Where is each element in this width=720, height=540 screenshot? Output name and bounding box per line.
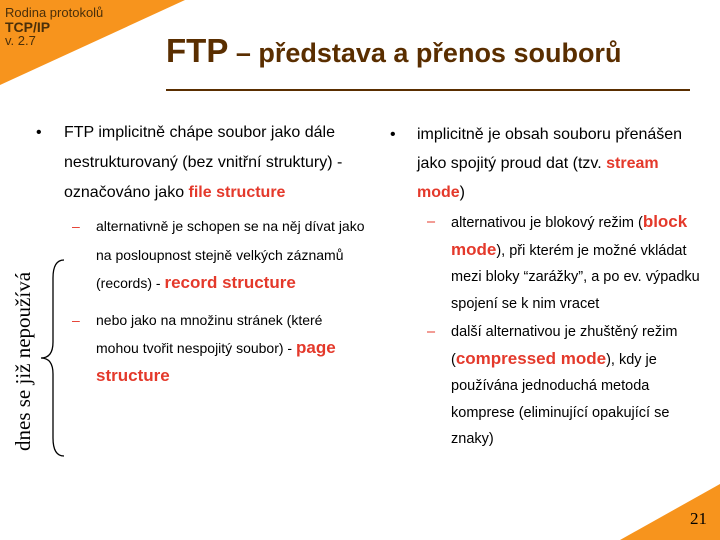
right-column [390,120,710,453]
right-bullet-1-highlight: stream mode [417,155,659,201]
right-sub-2 [427,319,710,453]
side-note-not-used: dnes se již nepoužívá [11,271,35,451]
bullet-marker: • [390,126,396,143]
curly-brace [36,258,66,458]
slide-title [166,32,621,70]
course-tag-version: v. 2.7 [5,33,36,49]
dash-marker: – [72,311,80,328]
right-bullet-1-text-b: ) [459,184,465,201]
course-tag [5,6,103,48]
page-number: 21 [690,509,707,528]
right-bullet-1-text-a: implicitně je obsah souboru přenášen jako spojitý proud dat (tzv. [417,126,683,172]
left-bullet-1-highlight: file structure [188,184,286,201]
slide-title-rest: – představa a přenos souborů [228,38,622,68]
dash-marker: – [72,218,80,234]
dash-marker: – [427,214,436,230]
left-bullet-1-text: FTP implicitně chápe soubor jako dále nestrukturovaný (bez vnitřní struktury) - označováno jako [64,124,343,201]
slide-title-main: FTP [166,32,229,69]
right-sub-2-highlight: compressed mode [455,348,607,368]
left-sub-1 [72,212,366,298]
bullet-marker: • [36,124,42,141]
right-sub-1-text-a: alternativou je blokový režim ( [451,215,643,231]
right-sub-1-highlight: block mode [451,212,688,259]
left-sub-2-highlight: page structure [96,337,336,385]
left-bullet-1 [36,118,366,208]
title-underline [166,89,690,91]
left-sub-1-text: alternativně je schopen se na něj dívat jako na posloupnost stejně velkých záznamů (records) - [96,218,365,291]
right-sub-1-text-b: ), při kterém je možné vkládat mezi bloky “zarážky”, a po ev. výpadku spojení se k nim vracet [451,242,700,312]
course-tag-line2: TCP/IP [5,18,51,35]
course-tag-line1: Rodina protokolů [5,5,104,20]
left-column [36,118,366,390]
dash-marker: – [427,324,436,340]
left-sub-2-text: nebo jako na množinu stránek (které mohou tvořit nespojitý soubor) - [96,311,323,356]
left-sub-2 [72,306,366,390]
right-sub-1 [427,209,710,317]
left-sub-1-highlight: record structure [164,273,296,292]
right-sub-2-text-b: ), kdy je používána jednoduchá metoda komprese (eliminující opakující se znaky) [451,351,670,447]
right-bullet-1 [390,120,710,207]
right-sub-2-text-a: další alternativou je zhuštěný režim ( [451,324,678,368]
